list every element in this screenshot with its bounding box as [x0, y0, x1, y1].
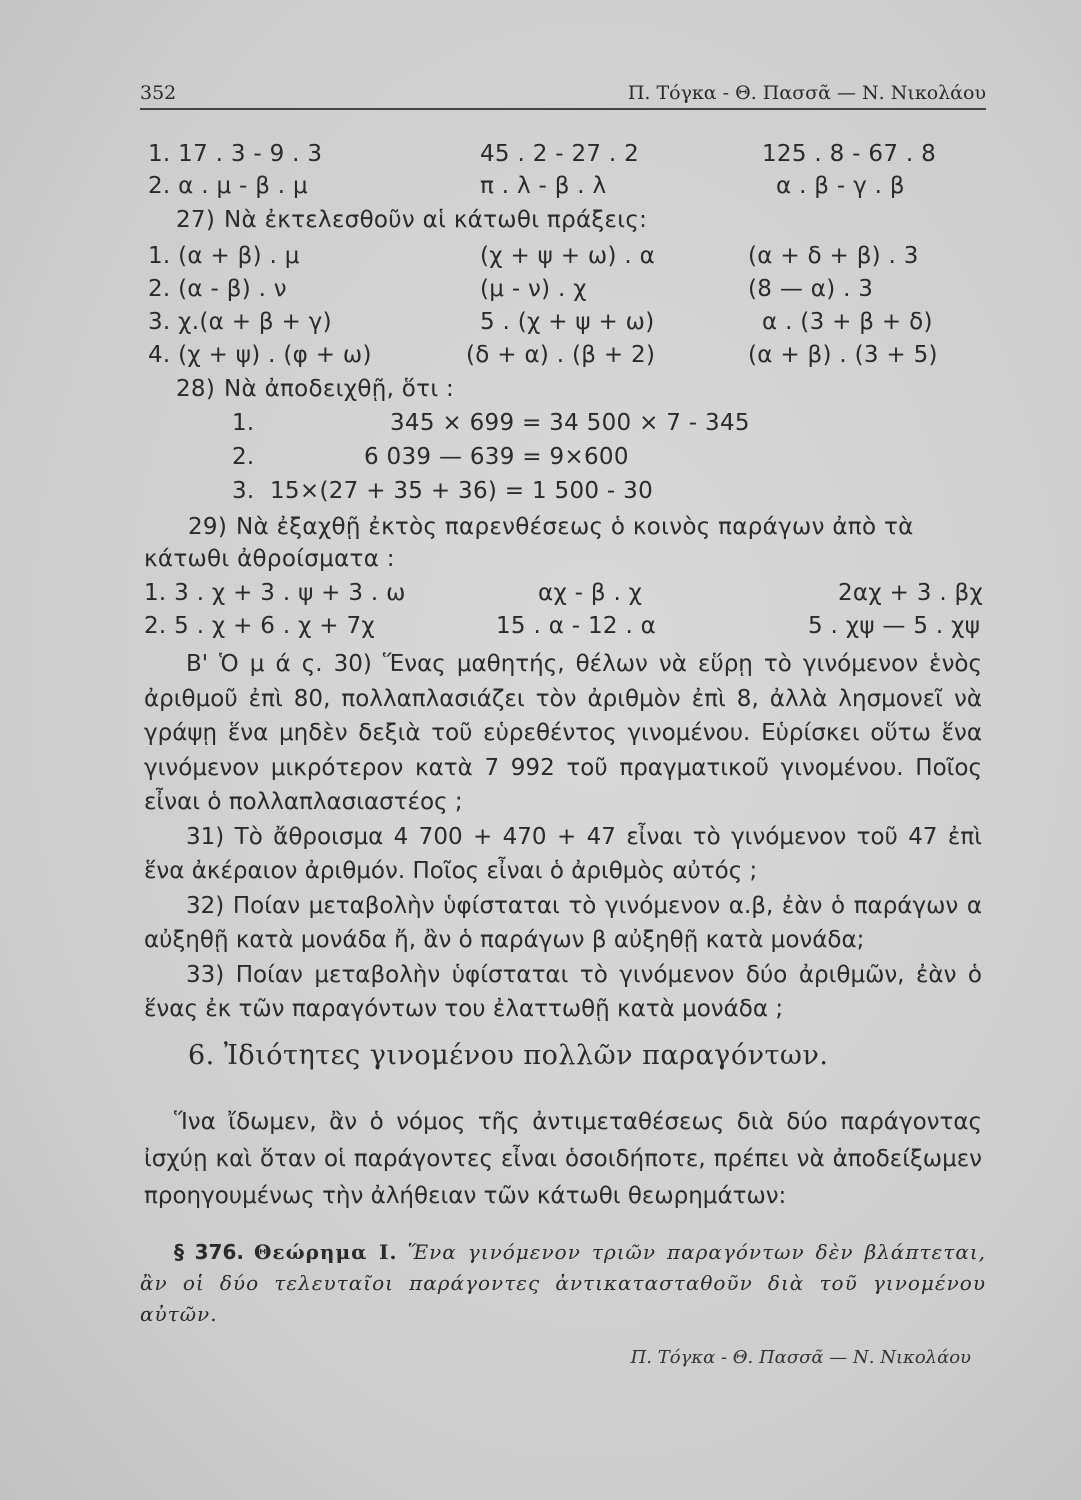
exercise-29-line1: Νὰ ἐξαχθῇ ἐκτὸς παρενθέσεως ὁ κοινὸς παράγων ἀπὸ τὰ [236, 514, 914, 540]
exercise-32: 32) Ποίαν μεταβολὴν ὑφίσταται τὸ γινόμενον α.β, ἐὰν ὁ παράγων α αὐξηθῇ κατὰ μονάδα ἤ, ἂν ὁ παράγων β αὐξηθῇ κατὰ μονάδα; [144, 892, 982, 953]
row-28-2-num: 2. [232, 444, 255, 470]
exercise-31: 31) Τὸ ἄθροισμα 4 700 + 470 + 47 εἶναι τὸ γινόμενον τοῦ 47 ἐπὶ ἕνα ἀκέραιον ἀριθμόν. Ποῖος εἶναι ὁ ἀριθμὸς αὐτός ; [144, 823, 982, 884]
exercise-29-line2: κάτωθι ἀθροίσματα : [144, 546, 395, 572]
row-a1-col1: 1. 17 . 3 - 9 . 3 [148, 141, 323, 167]
section-title: Ἰδιότητες γινομένου πολλῶν παραγόντων. [223, 1040, 829, 1071]
exercise-27-text: Νὰ ἐκτελεσθοῦν αἱ κάτωθι πράξεις: [224, 207, 648, 233]
intro-paragraph: Ἵνα ἴδωμεν, ἂν ὁ νόμος τῆς ἀντιμεταθέσεως διὰ δύο παράγοντας ἰσχύῃ καὶ ὅταν οἱ παράγοντες εἶναι ὁσοιδήποτε, πρέπει νὰ ἀποδείξωμεν προηγουμένως τὴν ἀλήθειαν τῶν κάτωθι θεωρημάτων: [144, 1109, 982, 1209]
theorem-block [140, 1237, 986, 1330]
row-28-1-num: 1. [232, 410, 255, 436]
row-27-3-col3: α . (3 + β + δ) [762, 309, 933, 335]
row-a2-col3: α . β - γ . β [776, 173, 905, 199]
row-a1-col3: 125 . 8 - 67 . 8 [762, 141, 937, 167]
row-29-2-col3: 5 . χψ — 5 . χψ [808, 613, 981, 639]
section-heading [188, 1040, 828, 1071]
row-27-3-col1: 3. χ.(α + β + γ) [148, 309, 332, 335]
row-27-4-col1: 4. (χ + ψ) . (φ + ω) [148, 342, 372, 368]
row-27-4-col3: (α + β) . (3 + 5) [748, 342, 938, 368]
row-27-2-col3: (8 — α) . 3 [748, 276, 874, 302]
row-27-2-col1: 2. (α - β) . ν [148, 276, 287, 302]
row-27-4-col2: (δ + α) . (β + 2) [466, 342, 656, 368]
row-a2-col1: 2. α . μ - β . μ [148, 173, 308, 199]
paragraph-number: § 376. [174, 1240, 244, 1264]
row-28-3-num: 3. [232, 478, 255, 504]
row-28-3-expr: 15×(27 + 35 + 36) = 1 500 - 30 [270, 478, 653, 504]
header-authors: Π. Τόγκα - Θ. Πασσᾶ — Ν. Νικολάου [627, 82, 986, 104]
row-28-2-expr: 6 039 — 639 = 9×600 [364, 444, 629, 470]
row-a1-col2: 45 . 2 - 27 . 2 [480, 141, 640, 167]
row-a2-col2: π . λ - β . λ [480, 173, 607, 199]
row-29-1-col2: αχ - β . χ [538, 580, 643, 606]
exercise-30: Β' Ὁ μ ά ς. 30) Ἕνας μαθητής, θέλων νὰ εὕρῃ τὸ γινόμενον ἑνὸς ἀριθμοῦ ἐπὶ 80, πολλαπλασιάζει τὸν ἀριθμὸν ἐπὶ 8, ἀλλὰ λησμονεῖ νὰ γράψῃ ἕνα μηδὲν δεξιὰ τοῦ εὑρεθέντος γινομένου. Εὑρίσκει οὕτω ἕνα γινόμενον μικρότερον κατὰ 7 992 τοῦ πραγματικοῦ γινομένου. Ποῖος εἶναι ὁ πολλαπλασιαστέος ; [144, 651, 982, 815]
row-29-1-col3: 2αχ + 3 . βχ [838, 580, 984, 606]
row-27-1-col3: (α + δ + β) . 3 [748, 243, 919, 269]
exercise-28-number: 28) [176, 376, 216, 402]
running-header [140, 78, 986, 110]
theorem-text: Ἕνα γινόμενον τριῶν παραγόντων δὲν βλάπτεται, ἂν οἱ δύο τελευταῖοι παράγοντες ἀντικατασταθοῦν διὰ τοῦ γινομένου αὐτῶν. [140, 1240, 987, 1326]
theorem-label: Θεώρημα Ι. [253, 1240, 398, 1264]
row-29-1-col1: 1. 3 . χ + 3 . ψ + 3 . ω [144, 580, 406, 606]
row-29-2-col2: 15 . α - 12 . α [496, 613, 657, 639]
row-27-2-col2: (μ - ν) . χ [480, 276, 587, 302]
row-27-1-col1: 1. (α + β) . μ [148, 243, 300, 269]
exercise-29-number: 29) [188, 514, 228, 540]
page-number: 352 [140, 82, 177, 104]
exercise-33: 33) Ποίαν μεταβολὴν ὑφίσταται τὸ γινόμενον δύο ἀριθμῶν, ἐὰν ὁ ἕνας ἐκ τῶν παραγόντων του ἐλαττωθῇ κατὰ μονάδα ; [144, 961, 982, 1022]
row-27-3-col2: 5 . (χ + ψ + ω) [480, 309, 655, 335]
row-27-1-col2: (χ + ψ + ω) . α [480, 243, 656, 269]
row-28-1-expr: 345 × 699 = 34 500 × 7 - 345 [390, 410, 750, 436]
exercise-28-text: Νὰ ἀποδειχθῇ, ὅτι : [224, 376, 455, 402]
footer-authors: Π. Τόγκα - Θ. Πασσᾶ — Ν. Νικολάου [630, 1347, 971, 1368]
row-29-2-col1: 2. 5 . χ + 6 . χ + 7χ [144, 613, 375, 639]
section-number: 6. [188, 1040, 215, 1071]
group-b-exercises [144, 647, 982, 1027]
group-b-label: Β' Ὁ μ ά ς. [186, 651, 323, 677]
exercise-27-number: 27) [176, 207, 216, 233]
